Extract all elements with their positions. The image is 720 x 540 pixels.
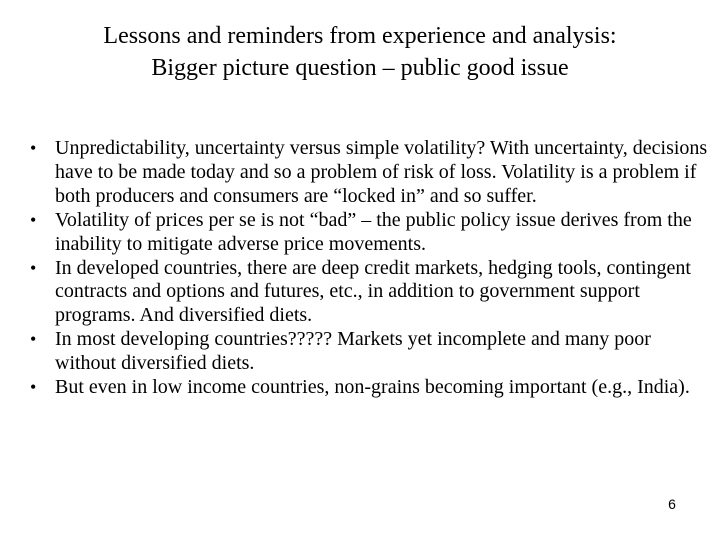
title-line-1: Lessons and reminders from experience and analysis: xyxy=(103,23,617,49)
bullet-icon: • xyxy=(30,257,37,278)
bullet-item xyxy=(30,257,708,329)
bullet-list xyxy=(30,137,708,400)
page-number: 6 xyxy=(668,496,676,512)
bullet-text: Volatility of prices per se is not “bad” – the public policy issue derives from the inability to mitigate adverse price movements. xyxy=(55,208,692,255)
bullet-icon: • xyxy=(30,138,37,158)
bullet-text: Unpredictability, uncertainty versus simple volatility? With uncertainty, decisions have to be made today and so a problem of risk of loss. Volatility is a problem if both producers and consumers are “locked in” and so suffer. xyxy=(55,137,708,207)
bullet-text: In developed countries, there are deep credit markets, hedging tools, contingent contracts and options and futures, etc., in addition to government support programs. And diversified diets. xyxy=(55,256,691,327)
bullet-text: But even in low income countries, non-grains becoming important (e.g., India). xyxy=(55,376,690,399)
bullet-item xyxy=(30,209,708,257)
bullet-item xyxy=(30,137,708,209)
slide-title xyxy=(30,20,690,84)
bullet-icon: • xyxy=(30,377,37,398)
bullet-item xyxy=(30,328,708,376)
bullet-icon: • xyxy=(30,329,37,350)
bullet-item xyxy=(30,376,708,400)
title-line-2: Bigger picture question – public good issue xyxy=(151,55,569,81)
bullet-icon: • xyxy=(30,209,37,230)
bullet-text: In most developing countries????? Markets yet incomplete and many poor without diversified diets. xyxy=(55,328,651,375)
